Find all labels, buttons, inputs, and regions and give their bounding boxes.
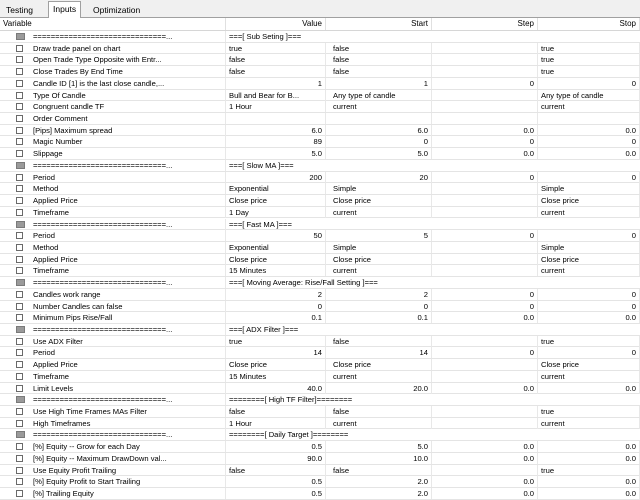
optimize-checkbox[interactable] xyxy=(16,80,23,87)
variable-name: Period xyxy=(30,230,226,241)
start-cell[interactable]: 5 xyxy=(330,230,432,241)
step-cell[interactable] xyxy=(432,254,538,265)
value-cell[interactable]: 0 xyxy=(226,301,326,312)
step-cell[interactable]: 0 xyxy=(432,347,538,358)
start-cell[interactable]: false xyxy=(330,465,432,476)
start-cell[interactable]: 2 xyxy=(330,289,432,300)
start-cell[interactable]: 10.0 xyxy=(330,453,432,464)
value-cell[interactable]: 6.0 xyxy=(226,125,326,136)
stop-cell[interactable]: 0 xyxy=(538,347,640,358)
optimize-checkbox[interactable] xyxy=(16,115,23,122)
header-stop[interactable]: Stop xyxy=(538,18,640,30)
variable-name: Period xyxy=(30,172,226,183)
variable-name: [%] Trailing Equity xyxy=(30,488,226,499)
stop-cell[interactable]: true xyxy=(538,336,640,347)
start-cell[interactable]: 20.0 xyxy=(330,383,432,394)
separator-icon xyxy=(16,221,25,228)
step-cell[interactable] xyxy=(432,418,538,429)
start-cell[interactable]: false xyxy=(330,406,432,417)
variable-name: [Pips] Maximum spread xyxy=(30,125,226,136)
start-cell[interactable]: Close price xyxy=(330,359,432,370)
stop-cell[interactable]: 0 xyxy=(538,301,640,312)
value-cell[interactable]: 5.0 xyxy=(226,148,326,159)
tab-testing[interactable]: Testing xyxy=(6,5,33,15)
value-cell[interactable]: 15 Minutes xyxy=(226,265,326,276)
stop-cell[interactable]: 0 xyxy=(538,78,640,89)
variable-name: High Timeframes xyxy=(30,418,226,429)
table-row[interactable] xyxy=(0,312,640,324)
stop-cell[interactable]: current xyxy=(538,207,640,218)
step-cell[interactable]: 0.0 xyxy=(432,441,538,452)
separator-icon xyxy=(16,326,25,333)
start-cell[interactable]: false xyxy=(330,336,432,347)
table-row[interactable] xyxy=(0,78,640,90)
start-cell[interactable]: 5.0 xyxy=(330,441,432,452)
optimize-checkbox[interactable] xyxy=(16,314,23,321)
optimize-checkbox[interactable] xyxy=(16,467,23,474)
optimize-checkbox[interactable] xyxy=(16,291,23,298)
separator-row[interactable] xyxy=(0,31,640,43)
value-cell[interactable]: false xyxy=(226,54,326,65)
optimize-checkbox[interactable] xyxy=(16,478,23,485)
step-cell[interactable]: 0.0 xyxy=(432,488,538,499)
table-row[interactable] xyxy=(0,207,640,219)
table-row[interactable] xyxy=(0,441,640,453)
step-cell[interactable]: 0 xyxy=(432,230,538,241)
tab-inputs[interactable]: Inputs xyxy=(48,1,81,19)
table-row[interactable] xyxy=(0,418,640,430)
step-cell[interactable]: 0 xyxy=(432,78,538,89)
variable-name: Timeframe xyxy=(30,371,226,382)
step-cell[interactable]: 0 xyxy=(432,289,538,300)
value-cell[interactable]: 200 xyxy=(226,172,326,183)
variable-name: Applied Price xyxy=(30,254,226,265)
step-cell[interactable] xyxy=(432,336,538,347)
stop-cell[interactable]: 0.0 xyxy=(538,453,640,464)
start-cell[interactable]: current xyxy=(330,207,432,218)
table-row[interactable] xyxy=(0,183,640,195)
optimize-checkbox[interactable] xyxy=(16,303,23,310)
value-cell[interactable]: 50 xyxy=(226,230,326,241)
value-cell[interactable]: Exponential xyxy=(226,183,326,194)
variable-name: Method xyxy=(30,242,226,253)
table-row[interactable] xyxy=(0,90,640,102)
separator-row[interactable] xyxy=(0,219,640,231)
value-cell[interactable]: 1 Hour xyxy=(226,101,326,112)
variable-name: Congruent candle TF xyxy=(30,101,226,112)
table-row[interactable] xyxy=(0,383,640,395)
variable-name: Timeframe xyxy=(30,265,226,276)
stop-cell[interactable]: Simple xyxy=(538,183,640,194)
variable-name: Close Trades By End Time xyxy=(30,66,226,77)
table-row[interactable] xyxy=(0,347,640,359)
start-cell[interactable]: 6.0 xyxy=(330,125,432,136)
stop-cell[interactable]: 0.0 xyxy=(538,383,640,394)
separator-icon xyxy=(16,162,25,169)
table-row[interactable] xyxy=(0,465,640,477)
start-cell[interactable]: 20 xyxy=(330,172,432,183)
optimize-checkbox[interactable] xyxy=(16,185,23,192)
variable-name: Minimum Pips Rise/Fall xyxy=(30,312,226,323)
variable-name: ==============================... xyxy=(30,324,226,335)
separator-row[interactable] xyxy=(0,324,640,336)
section-title: ===[ Fast MA ]=== xyxy=(229,219,292,229)
table-row[interactable] xyxy=(0,43,640,55)
step-cell[interactable] xyxy=(432,90,538,101)
start-cell[interactable]: 0 xyxy=(330,301,432,312)
stop-cell[interactable]: current xyxy=(538,371,640,382)
table-row[interactable] xyxy=(0,254,640,266)
table-row[interactable] xyxy=(0,66,640,78)
tab-optimization[interactable]: Optimization xyxy=(93,5,141,15)
optimize-checkbox[interactable] xyxy=(16,197,23,204)
separator-row[interactable] xyxy=(0,160,640,172)
value-cell[interactable]: true xyxy=(226,336,326,347)
variable-name: ==============================... xyxy=(30,429,226,440)
step-cell[interactable] xyxy=(432,465,538,476)
table-row[interactable] xyxy=(0,195,640,207)
stop-cell[interactable] xyxy=(538,113,640,124)
start-cell[interactable]: 14 xyxy=(330,347,432,358)
step-cell[interactable] xyxy=(432,113,538,124)
variable-name: Limit Levels xyxy=(30,383,226,394)
variable-name: Draw trade panel on chart xyxy=(30,43,226,54)
value-cell[interactable]: 1 Day xyxy=(226,207,326,218)
value-cell[interactable]: false xyxy=(226,406,326,417)
variable-name: ==============================... xyxy=(30,219,226,230)
step-cell[interactable]: 0.0 xyxy=(432,312,538,323)
stop-cell[interactable]: true xyxy=(538,66,640,77)
variable-name: [%] Equity Profit to Start Trailing xyxy=(30,476,226,487)
stop-cell[interactable]: 0.0 xyxy=(538,441,640,452)
start-cell[interactable] xyxy=(330,113,432,124)
value-cell[interactable]: false xyxy=(226,465,326,476)
start-cell[interactable]: Simple xyxy=(330,183,432,194)
start-cell[interactable]: current xyxy=(330,101,432,112)
variable-name: Open Trade Type Opposite with Entr... xyxy=(30,54,226,65)
variable-name: Use High Time Frames MAs Filter xyxy=(30,406,226,417)
stop-cell[interactable]: true xyxy=(538,406,640,417)
table-row[interactable] xyxy=(0,136,640,148)
value-cell[interactable]: 1 xyxy=(226,78,326,89)
separator-row[interactable] xyxy=(0,277,640,289)
table-row[interactable] xyxy=(0,289,640,301)
value-cell[interactable]: 40.0 xyxy=(226,383,326,394)
variable-name: Applied Price xyxy=(30,359,226,370)
variable-name: [%] Equity -- Maximum DrawDown val... xyxy=(30,453,226,464)
value-cell[interactable] xyxy=(226,113,326,124)
stop-cell[interactable]: Simple xyxy=(538,242,640,253)
stop-cell[interactable]: true xyxy=(538,465,640,476)
start-cell[interactable]: current xyxy=(330,418,432,429)
variable-name: Timeframe xyxy=(30,207,226,218)
value-cell[interactable]: 0.1 xyxy=(226,312,326,323)
stop-cell[interactable]: 0 xyxy=(538,289,640,300)
section-title: ===[ ADX Filter ]=== xyxy=(229,325,299,334)
optimize-checkbox[interactable] xyxy=(16,443,23,450)
variable-name: Period xyxy=(30,347,226,358)
header-value[interactable]: Value xyxy=(226,18,326,30)
variable-name: Method xyxy=(30,183,226,194)
separator-icon xyxy=(16,33,25,40)
table-row[interactable] xyxy=(0,113,640,125)
optimize-checkbox[interactable] xyxy=(16,45,23,52)
optimize-checkbox[interactable] xyxy=(16,385,23,392)
table-row[interactable] xyxy=(0,359,640,371)
variable-name: Candles work range xyxy=(30,289,226,300)
start-cell[interactable]: current xyxy=(330,371,432,382)
optimize-checkbox[interactable] xyxy=(16,150,23,157)
stop-cell[interactable]: 0.0 xyxy=(538,312,640,323)
stop-cell[interactable]: current xyxy=(538,101,640,112)
variable-name: Candle ID [1] is the last close candle,... xyxy=(30,78,226,89)
table-row[interactable] xyxy=(0,453,640,465)
value-cell[interactable]: 89 xyxy=(226,136,326,147)
value-cell[interactable]: false xyxy=(226,66,326,77)
optimize-checkbox[interactable] xyxy=(16,338,23,345)
section-title: ========[ High TF Filter]======== xyxy=(229,395,353,405)
optimize-checkbox[interactable] xyxy=(16,68,23,75)
stop-cell[interactable]: Close price xyxy=(538,195,640,206)
start-cell[interactable]: Any type of candle xyxy=(330,90,432,101)
table-row[interactable] xyxy=(0,148,640,160)
optimize-checkbox[interactable] xyxy=(16,209,23,216)
start-cell[interactable]: 0.1 xyxy=(330,312,432,323)
variable-name: Number Candles can false xyxy=(30,301,226,312)
optimize-checkbox[interactable] xyxy=(16,103,23,110)
table-row[interactable] xyxy=(0,172,640,184)
stop-cell[interactable]: current xyxy=(538,418,640,429)
step-cell[interactable]: 0.0 xyxy=(432,476,538,487)
tab-bar xyxy=(0,0,640,18)
step-cell[interactable]: 0.0 xyxy=(432,453,538,464)
variable-name: Use Equity Profit Trailing xyxy=(30,465,226,476)
start-cell[interactable]: 2.0 xyxy=(330,476,432,487)
step-cell[interactable] xyxy=(432,66,538,77)
stop-cell[interactable]: 0 xyxy=(538,172,640,183)
separator-row[interactable] xyxy=(0,429,640,441)
optimize-checkbox[interactable] xyxy=(16,56,23,63)
separator-icon xyxy=(16,396,25,403)
optimize-checkbox[interactable] xyxy=(16,349,23,356)
table-row[interactable] xyxy=(0,476,640,488)
variable-name: Slippage xyxy=(30,148,226,159)
section-title: ===[ Sub Seting ]=== xyxy=(229,32,302,41)
section-title: ========[ Daily Target ]======== xyxy=(229,430,349,440)
optimize-checkbox[interactable] xyxy=(16,244,23,251)
optimize-checkbox[interactable] xyxy=(16,361,23,368)
start-cell[interactable]: Close price xyxy=(330,254,432,265)
optimize-checkbox[interactable] xyxy=(16,455,23,462)
step-cell[interactable]: 0 xyxy=(432,136,538,147)
start-cell[interactable]: Close price xyxy=(330,195,432,206)
value-cell[interactable]: Exponential xyxy=(226,242,326,253)
optimize-checkbox[interactable] xyxy=(16,127,23,134)
stop-cell[interactable]: 0 xyxy=(538,136,640,147)
value-cell[interactable]: Close price xyxy=(226,254,326,265)
stop-cell[interactable]: 0.0 xyxy=(538,148,640,159)
table-row[interactable] xyxy=(0,301,640,313)
step-cell[interactable] xyxy=(432,101,538,112)
optimize-checkbox[interactable] xyxy=(16,174,23,181)
step-cell[interactable] xyxy=(432,43,538,54)
value-cell[interactable]: Close price xyxy=(226,195,326,206)
table-row[interactable] xyxy=(0,242,640,254)
section-title: ===[ Slow MA ]=== xyxy=(229,160,294,170)
header-step[interactable]: Step xyxy=(432,18,538,30)
step-cell[interactable] xyxy=(432,54,538,65)
variable-name: Applied Price xyxy=(30,195,226,206)
table-row[interactable] xyxy=(0,371,640,383)
start-cell[interactable]: false xyxy=(330,43,432,54)
stop-cell[interactable]: Any type of candle xyxy=(538,90,640,101)
optimize-checkbox[interactable] xyxy=(16,256,23,263)
step-cell[interactable] xyxy=(432,183,538,194)
step-cell[interactable] xyxy=(432,195,538,206)
value-cell[interactable]: 2 xyxy=(226,289,326,300)
step-cell[interactable] xyxy=(432,242,538,253)
step-cell[interactable] xyxy=(432,406,538,417)
variable-name: ==============================... xyxy=(30,31,226,42)
grid-header xyxy=(0,18,640,31)
start-cell[interactable]: 1 xyxy=(330,78,432,89)
optimize-checkbox[interactable] xyxy=(16,138,23,145)
optimize-checkbox[interactable] xyxy=(16,92,23,99)
stop-cell[interactable]: Close price xyxy=(538,359,640,370)
step-cell[interactable] xyxy=(432,207,538,218)
optimize-checkbox[interactable] xyxy=(16,490,23,497)
start-cell[interactable]: false xyxy=(330,54,432,65)
stop-cell[interactable]: Close price xyxy=(538,254,640,265)
step-cell[interactable] xyxy=(432,359,538,370)
stop-cell[interactable]: current xyxy=(538,265,640,276)
start-cell[interactable]: Simple xyxy=(330,242,432,253)
step-cell[interactable]: 0 xyxy=(432,172,538,183)
start-cell[interactable]: current xyxy=(330,265,432,276)
table-row[interactable] xyxy=(0,488,640,500)
stop-cell[interactable]: 0.0 xyxy=(538,125,640,136)
value-cell[interactable]: 15 Minutes xyxy=(226,371,326,382)
table-row[interactable] xyxy=(0,54,640,66)
table-row[interactable] xyxy=(0,101,640,113)
variable-name: Order Comment xyxy=(30,113,226,124)
optimize-checkbox[interactable] xyxy=(16,267,23,274)
step-cell[interactable]: 0.0 xyxy=(432,148,538,159)
stop-cell[interactable]: 0 xyxy=(538,230,640,241)
variable-name: ==============================... xyxy=(30,394,226,405)
value-cell[interactable]: 0.5 xyxy=(226,488,326,499)
stop-cell[interactable]: true xyxy=(538,54,640,65)
value-cell[interactable]: 90.0 xyxy=(226,453,326,464)
table-row[interactable] xyxy=(0,336,640,348)
optimize-checkbox[interactable] xyxy=(16,420,23,427)
stop-cell[interactable]: 0.0 xyxy=(538,476,640,487)
variable-name: [%] Equity -- Grow for each Day xyxy=(30,441,226,452)
value-cell[interactable]: 0.5 xyxy=(226,441,326,452)
optimize-checkbox[interactable] xyxy=(16,373,23,380)
table-row[interactable] xyxy=(0,125,640,137)
header-variable[interactable]: Variable xyxy=(0,18,226,30)
start-cell[interactable]: 2.0 xyxy=(330,488,432,499)
start-cell[interactable]: false xyxy=(330,66,432,77)
value-cell[interactable]: 14 xyxy=(226,347,326,358)
separator-row[interactable] xyxy=(0,394,640,406)
variable-name: Type Of Candle xyxy=(30,90,226,101)
variable-name: Use ADX Filter xyxy=(30,336,226,347)
separator-icon xyxy=(16,431,25,438)
value-cell[interactable]: Bull and Bear for B... xyxy=(226,90,326,101)
inputs-grid xyxy=(0,18,640,499)
table-row[interactable] xyxy=(0,230,640,242)
optimize-checkbox[interactable] xyxy=(16,232,23,239)
table-row[interactable] xyxy=(0,406,640,418)
stop-cell[interactable]: 0.0 xyxy=(538,488,640,499)
start-cell[interactable]: 5.0 xyxy=(330,148,432,159)
value-cell[interactable]: 0.5 xyxy=(226,476,326,487)
start-cell[interactable]: 0 xyxy=(330,136,432,147)
step-cell[interactable]: 0.0 xyxy=(432,125,538,136)
table-row[interactable] xyxy=(0,265,640,277)
step-cell[interactable]: 0 xyxy=(432,301,538,312)
step-cell[interactable] xyxy=(432,371,538,382)
variable-name: Magic Number xyxy=(30,136,226,147)
value-cell[interactable]: 1 Hour xyxy=(226,418,326,429)
variable-name: ==============================... xyxy=(30,160,226,171)
step-cell[interactable] xyxy=(432,265,538,276)
section-title: ===[ Moving Average: Rise/Fall Setting ]=== xyxy=(229,278,378,288)
variable-name: ==============================... xyxy=(30,277,226,288)
optimize-checkbox[interactable] xyxy=(16,408,23,415)
value-cell[interactable]: true xyxy=(226,43,326,54)
step-cell[interactable]: 0.0 xyxy=(432,383,538,394)
stop-cell[interactable]: true xyxy=(538,43,640,54)
separator-icon xyxy=(16,279,25,286)
header-start[interactable]: Start xyxy=(326,18,432,30)
value-cell[interactable]: Close price xyxy=(226,359,326,370)
